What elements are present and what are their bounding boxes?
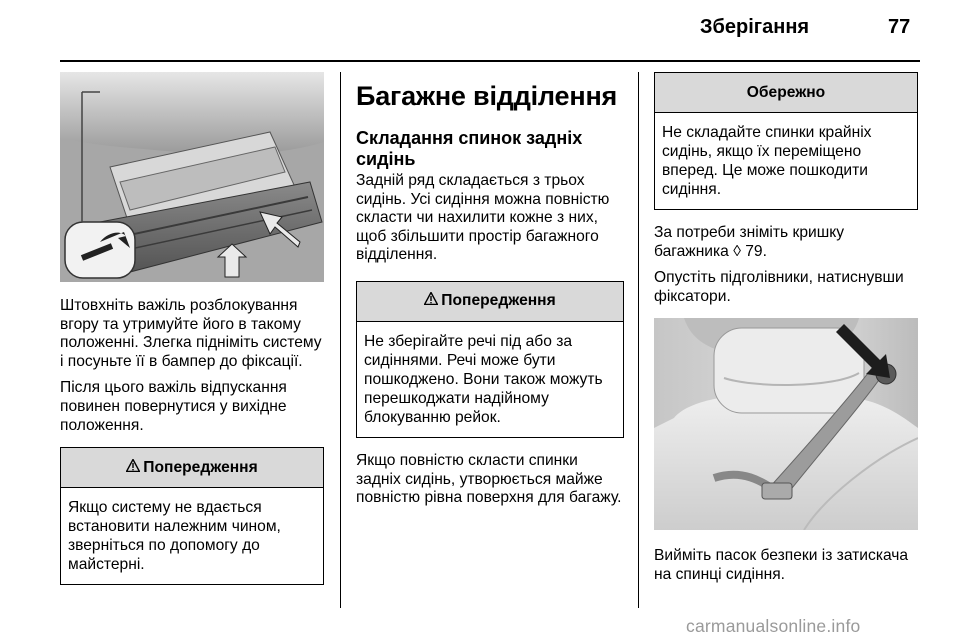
warning-box (356, 281, 624, 438)
bike-carrier-illustration (60, 72, 324, 282)
warning-header (61, 448, 323, 488)
column-middle (356, 72, 624, 508)
figure-rear-seat-belt (654, 318, 918, 530)
warning-header (357, 282, 623, 322)
paragraph: За потреби зніміть кришку багажника ◊ 79. (654, 224, 845, 260)
paragraph: Після цього важіль відпускання повинен повернутися у вихідне положення. (60, 379, 287, 434)
figure-bike-carrier (60, 72, 324, 282)
warning-triangle-icon (424, 292, 438, 310)
paragraph: Опустіть підголівники, натиснувши фіксатори. (654, 269, 904, 305)
paragraph: Якщо повністю скласти спинки задніх сидінь, утворюється майже повністю рівна поверхня для багажу. (356, 451, 622, 507)
caution-header (655, 73, 917, 113)
warning-triangle-icon (126, 459, 140, 477)
caution-title: Обережно (746, 83, 826, 101)
column-divider-2 (638, 72, 639, 608)
warning-title: Попередження (441, 292, 556, 310)
paragraph: Вийміть пасок безпеки із затискача на спинці сидіння. (654, 547, 909, 583)
column-right (654, 72, 918, 585)
section-title: Багажне відділення (356, 81, 618, 111)
page-header-title: Зберігання (700, 16, 810, 38)
column-divider-1 (340, 72, 341, 608)
warning-text: Не зберігайте речі під або за сидіннями. Речі може бути пошкоджено. Вони також можуть перешкоджати надійному блокуванню рейок. (364, 332, 603, 426)
watermark: carmanualsonline.info (686, 616, 861, 636)
column-left (60, 72, 324, 585)
page-number: 77 (888, 16, 911, 38)
caution-text: Не складайте спинки крайніх сидінь, якщо їх переміщено вперед. Це може пошкодити сидіння. (662, 124, 872, 198)
page-reference[interactable]: 79. (740, 242, 767, 260)
warning-box (60, 447, 324, 585)
subsection-title: Складання спинок задніх сидінь (356, 128, 583, 169)
paragraph: Задній ряд складається з трьох сидінь. Усі сидіння можна повністю скласти чи нахилити кожне з них, щоб збільшити простір багажного відділення. (356, 172, 610, 264)
warning-text: Якщо систему не вдається встановити належним чином, зверніться по допомогу до майстерні. (68, 499, 281, 574)
rear-seat-illustration (654, 318, 918, 530)
header-divider (60, 60, 920, 62)
caution-box (654, 72, 918, 210)
warning-title: Попередження (143, 458, 258, 476)
paragraph: Штовхніть важіль розблокування вгору та утримуйте його в такому положенні. Злегка підніміть систему і посуньте її в бампер до фіксації. (60, 297, 322, 370)
page-reference-icon: ◊ (733, 242, 741, 260)
